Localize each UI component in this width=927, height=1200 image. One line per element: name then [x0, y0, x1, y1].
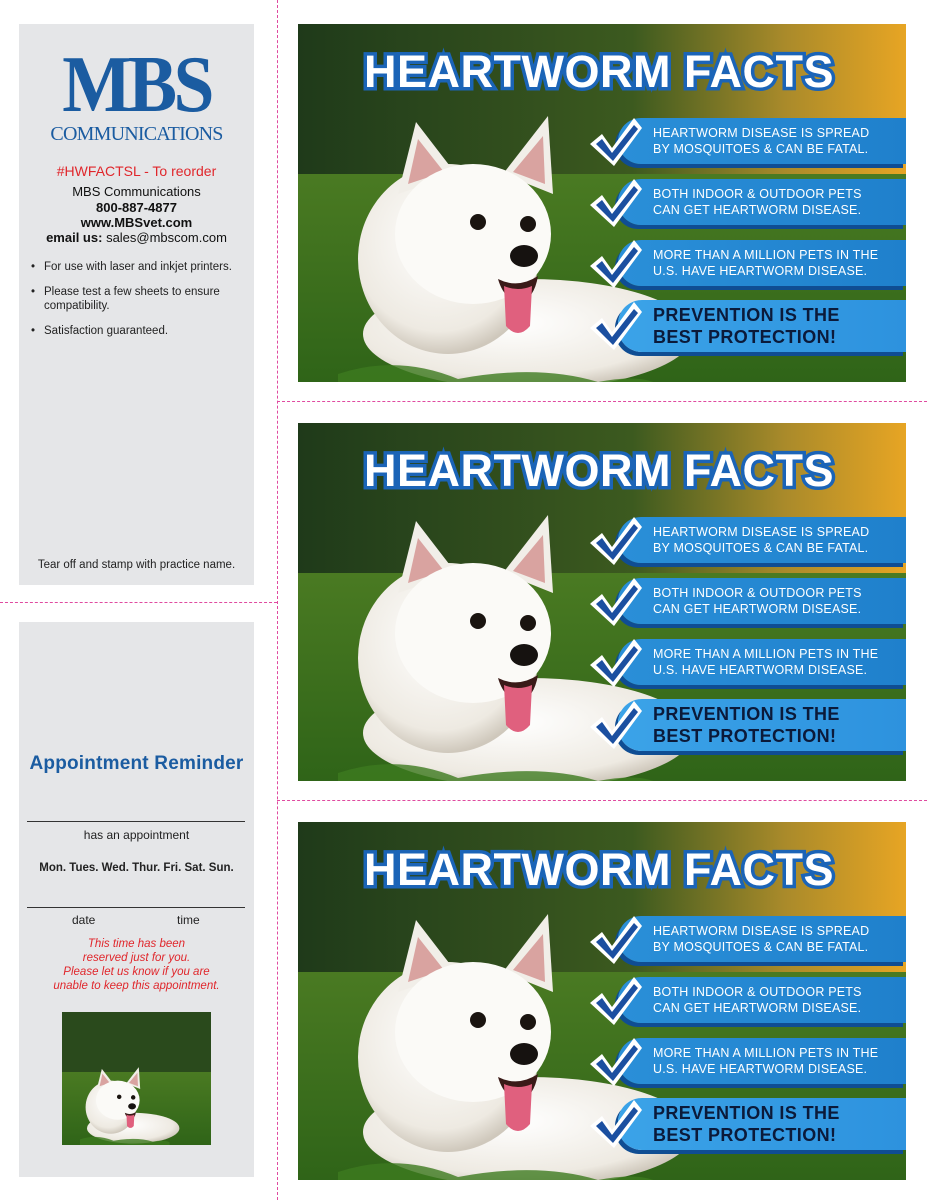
- appointment-title: Appointment Reminder: [29, 753, 244, 774]
- fact-text: [653, 1098, 900, 1150]
- appointment-reminder-card: [19, 622, 254, 1177]
- checkmark-icon: [586, 175, 642, 229]
- fact-banner-1: [618, 118, 906, 164]
- card-title: HEARTWORM FACTS: [364, 46, 834, 97]
- fact-banner-4: [618, 1098, 906, 1150]
- fact-text: [653, 300, 900, 352]
- fact-line: BEST PROTECTION!: [653, 327, 837, 347]
- checkmark-icon: [586, 298, 642, 352]
- usage-notes: [31, 260, 246, 349]
- fact-line: PREVENTION IS THE: [653, 704, 840, 724]
- fact-text: [653, 179, 900, 225]
- fact-banner-2: [618, 578, 906, 624]
- fact-line: BY MOSQUITOES & CAN BE FATAL.: [653, 142, 869, 156]
- fact-text: [653, 517, 900, 563]
- fact-text: [653, 118, 900, 164]
- heartworm-card-3: [298, 822, 906, 1180]
- name-line: [27, 821, 245, 822]
- info-panel: [19, 24, 254, 585]
- usage-note: • For use with laser and inkjet printers.: [31, 260, 246, 274]
- usage-note: • Satisfaction guaranteed.: [31, 324, 246, 338]
- weekday-options: Mon. Tues. Wed. Thur. Fri. Sat. Sun.: [39, 862, 234, 874]
- company-email-line: [19, 230, 254, 245]
- card-title: HEARTWORM FACTS: [364, 844, 834, 895]
- email-address: sales@mbscom.com: [106, 230, 227, 245]
- date-label: date: [72, 913, 96, 927]
- usage-note: • Please test a few sheets to ensure compatibility.: [31, 285, 246, 313]
- email-label: email us:: [46, 230, 103, 245]
- fact-banner-3: [618, 240, 906, 286]
- fact-text: [653, 916, 900, 962]
- checkmark-icon: [586, 1096, 642, 1150]
- has-appointment-label: has an appointment: [83, 828, 190, 842]
- fact-line: BY MOSQUITOES & CAN BE FATAL.: [653, 541, 869, 555]
- reserved-note: [19, 937, 254, 993]
- card-cut-line-2: [277, 800, 927, 801]
- dog-thumbnail: [62, 1012, 211, 1145]
- fact-banner-2: [618, 179, 906, 225]
- tear-off-note: Tear off and stamp with practice name.: [37, 559, 236, 571]
- fact-banner-3: [618, 1038, 906, 1084]
- fact-text: [653, 639, 900, 685]
- fact-line: MORE THAN A MILLION PETS IN THE: [653, 1046, 879, 1060]
- checkmark-icon: [586, 114, 642, 168]
- fact-line: MORE THAN A MILLION PETS IN THE: [653, 248, 879, 262]
- time-label: time: [177, 913, 200, 927]
- fact-line: U.S. HAVE HEARTWORM DISEASE.: [653, 1062, 868, 1076]
- card-cut-line-1: [277, 401, 927, 402]
- fact-line: CAN GET HEARTWORM DISEASE.: [653, 203, 862, 217]
- company-name: MBS Communications: [72, 184, 201, 199]
- fact-line: BOTH INDOOR & OUTDOOR PETS: [653, 187, 862, 201]
- fact-line: PREVENTION IS THE: [653, 305, 840, 325]
- fact-text: [653, 578, 900, 624]
- checkmark-icon: [586, 973, 642, 1027]
- fact-line: BY MOSQUITOES & CAN BE FATAL.: [653, 940, 869, 954]
- checkmark-icon: [586, 1034, 642, 1088]
- fact-line: BOTH INDOOR & OUTDOOR PETS: [653, 586, 862, 600]
- note-line: unable to keep this appointment.: [53, 980, 220, 992]
- checkmark-icon: [586, 236, 642, 290]
- mbs-logo: MBS: [62, 41, 211, 129]
- mbs-logo-subtitle: COMMUNICATIONS: [50, 123, 223, 145]
- sidebar-cut-line: [0, 602, 277, 603]
- checkmark-icon: [586, 635, 642, 689]
- heartworm-card-1: [298, 24, 906, 382]
- checkmark-icon: [586, 513, 642, 567]
- fact-line: HEARTWORM DISEASE IS SPREAD: [653, 924, 870, 938]
- fact-line: BEST PROTECTION!: [653, 726, 837, 746]
- fact-line: PREVENTION IS THE: [653, 1103, 840, 1123]
- fact-banner-4: [618, 699, 906, 751]
- note-line: This time has been: [87, 938, 186, 950]
- fact-line: MORE THAN A MILLION PETS IN THE: [653, 647, 879, 661]
- fact-line: U.S. HAVE HEARTWORM DISEASE.: [653, 663, 868, 677]
- checkmark-icon: [586, 697, 642, 751]
- heartworm-card-2: [298, 423, 906, 781]
- card-title: HEARTWORM FACTS: [364, 445, 834, 496]
- fact-line: BEST PROTECTION!: [653, 1125, 837, 1145]
- fact-banner-4: [618, 300, 906, 352]
- checkmark-icon: [586, 574, 642, 628]
- fact-line: HEARTWORM DISEASE IS SPREAD: [653, 126, 870, 140]
- note-line: Please let us know if you are: [63, 966, 210, 978]
- fact-banner-2: [618, 977, 906, 1023]
- fact-text: [653, 977, 900, 1023]
- note-line: reserved just for you.: [82, 952, 191, 964]
- fact-line: U.S. HAVE HEARTWORM DISEASE.: [653, 264, 868, 278]
- fact-line: CAN GET HEARTWORM DISEASE.: [653, 1001, 862, 1015]
- fact-text: [653, 240, 900, 286]
- vertical-cut-line: [277, 0, 278, 1200]
- fact-line: HEARTWORM DISEASE IS SPREAD: [653, 525, 870, 539]
- fact-text: [653, 699, 900, 751]
- reorder-code: #HWFACTSL - To reorder: [56, 163, 217, 179]
- fact-line: BOTH INDOOR & OUTDOOR PETS: [653, 985, 862, 999]
- fact-banner-1: [618, 916, 906, 962]
- checkmark-icon: [586, 912, 642, 966]
- fact-banner-1: [618, 517, 906, 563]
- fact-line: CAN GET HEARTWORM DISEASE.: [653, 602, 862, 616]
- fact-banner-3: [618, 639, 906, 685]
- fact-text: [653, 1038, 900, 1084]
- company-website: www.MBSvet.com: [80, 215, 193, 230]
- date-time-line: [27, 907, 245, 908]
- company-phone: 800-887-4877: [96, 200, 177, 215]
